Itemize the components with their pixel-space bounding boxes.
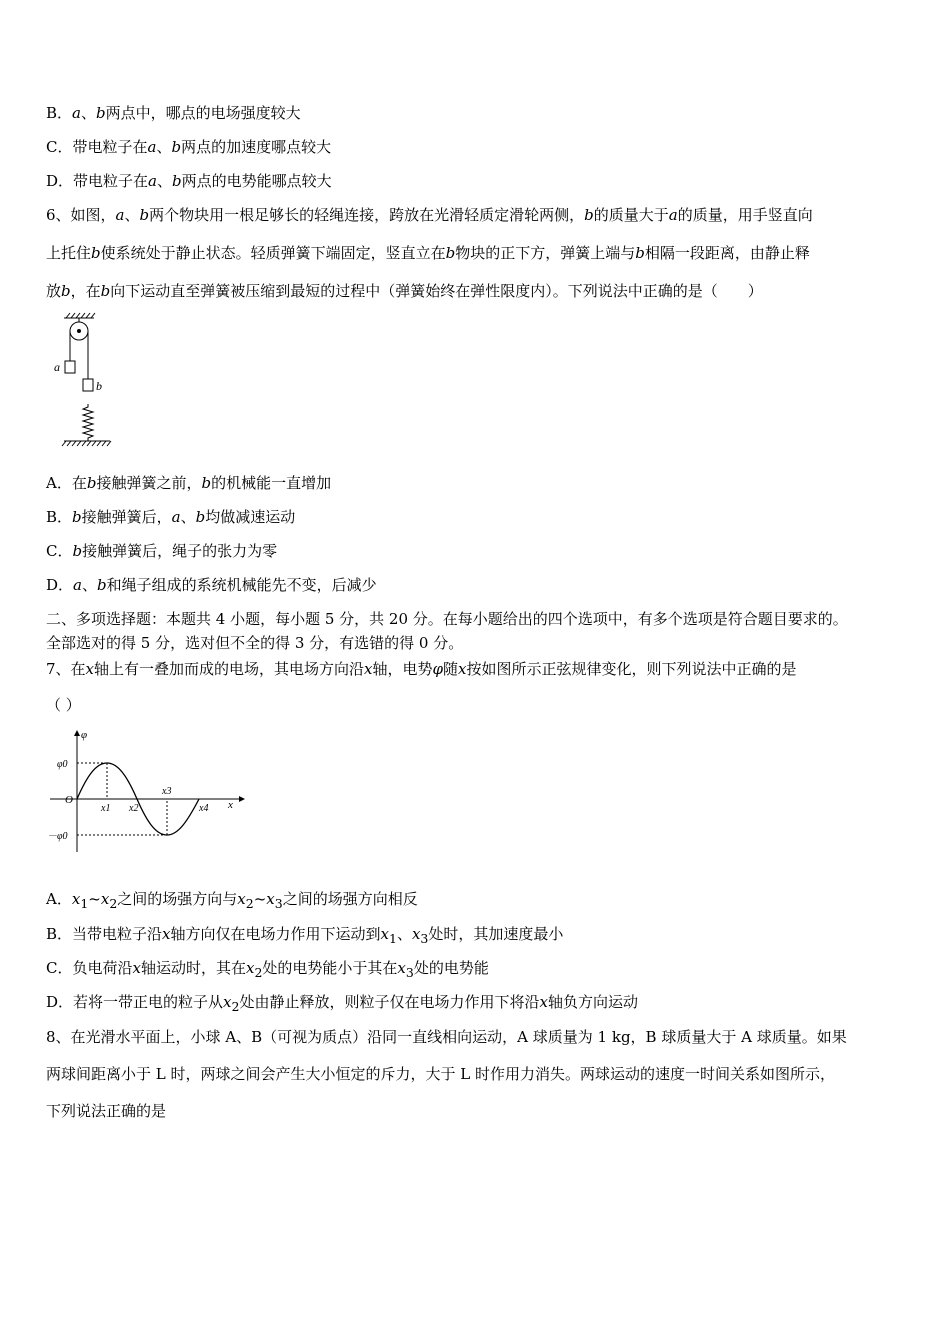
q5-option-c: C．带电粒子在a、b两点的加速度哪点较大	[46, 138, 332, 156]
x-axis-label: x	[228, 799, 233, 811]
q6-option-a: A．在b接触弹簧之前，b的机械能一直增加	[46, 474, 332, 492]
x3-label: x3	[162, 786, 172, 797]
q8-stem-line2: 两球间距离小于 L 时，两球之间会产生大小恒定的斥力，大于 L 时作用力消失。两球运动的速度一时间关系如图所示，	[46, 1065, 835, 1083]
q6-stem-line1: 6、如图，a、b两个物块用一根足够长的轻绳连接，跨放在光滑轻质定滑轮两侧，b的质量大于a的质量，用手竖直向	[46, 206, 813, 224]
q5-option-b: B．a、b两点中，哪点的电场强度较大	[46, 104, 301, 122]
x1-label: x1	[101, 803, 111, 814]
q8-stem-line3: 下列说法正确的是	[46, 1102, 167, 1120]
pulley-spring-figure	[50, 312, 120, 454]
q7-stem-line1: 7、在x轴上有一叠加而成的电场，其电场方向沿x轴，电势φ随x按如图所示正弦规律变化，则下列说法中正确的是	[46, 660, 797, 678]
q6-stem-line2: 上托住b使系统处于静止状态。轻质弹簧下端固定，竖直立在b物块的正下方，弹簧上端与b相隔一段距离，由静止释	[46, 244, 810, 262]
section2-instructions-line2: 全部选对的得 5 分，选对但不全的得 3 分，有选错的得 0 分。	[46, 634, 464, 652]
spring-icon	[83, 404, 93, 441]
q6-option-b: B．b接触弹簧后，a、b均做减速运动	[46, 508, 296, 526]
label-b: b	[96, 379, 102, 393]
neg-phi0-label: －φ0	[47, 831, 68, 842]
potential-sine-graph	[44, 728, 250, 860]
q6-option-d: D．a、b和绳子组成的系统机械能先不变，后减少	[46, 576, 377, 594]
q7-option-a: A．$x_1\sim x_2$之间的场强方向与$x_2\sim x_3$之间的场强方向相反	[46, 890, 418, 911]
q7-stem-line2: （ ）	[46, 696, 81, 714]
label-a: a	[54, 360, 60, 374]
q7-option-c: C．负电荷沿x轴运动时，其在$x_2$处的电势能小于其在$x_3$处的电势能	[46, 959, 489, 980]
q6-option-c: C．b接触弹簧后，绳子的张力为零	[46, 542, 278, 560]
q7-option-b: B．当带电粒子沿x轴方向仅在电场力作用下运动到$x_1$、$x_3$处时，其加速度最小	[46, 925, 564, 946]
origin-label: O	[65, 794, 73, 806]
q8-stem-line1: 8、在光滑水平面上，小球 A、B（可视为质点）沿同一直线相向运动，A 球质量为 1 kg，B 球质量大于 A 球质量。如果	[46, 1028, 847, 1046]
q5-option-d: D．带电粒子在a、b两点的电势能哪点较大	[46, 172, 332, 190]
phi0-label: φ0	[57, 759, 68, 770]
block-a	[65, 361, 75, 373]
q6-stem-line3: 放b，在b向下运动直至弹簧被压缩到最短的过程中（弹簧始终在弹性限度内）。下列说法中正确的是（ ）	[46, 282, 763, 300]
x2-label: x2	[129, 803, 139, 814]
block-b	[83, 379, 93, 391]
q7-option-d: D．若将一带正电的粒子从$x_2$处由静止释放，则粒子仅在电场力作用下将沿x轴负方向运动	[46, 993, 638, 1014]
phi-axis-label: φ	[81, 729, 88, 741]
x4-label: x4	[199, 803, 209, 814]
section2-instructions-line1: 二、多项选择题：本题共 4 小题，每小题 5 分，共 20 分。在每小题给出的四个选项中，有多个选项是符合题目要求的。	[46, 610, 848, 628]
